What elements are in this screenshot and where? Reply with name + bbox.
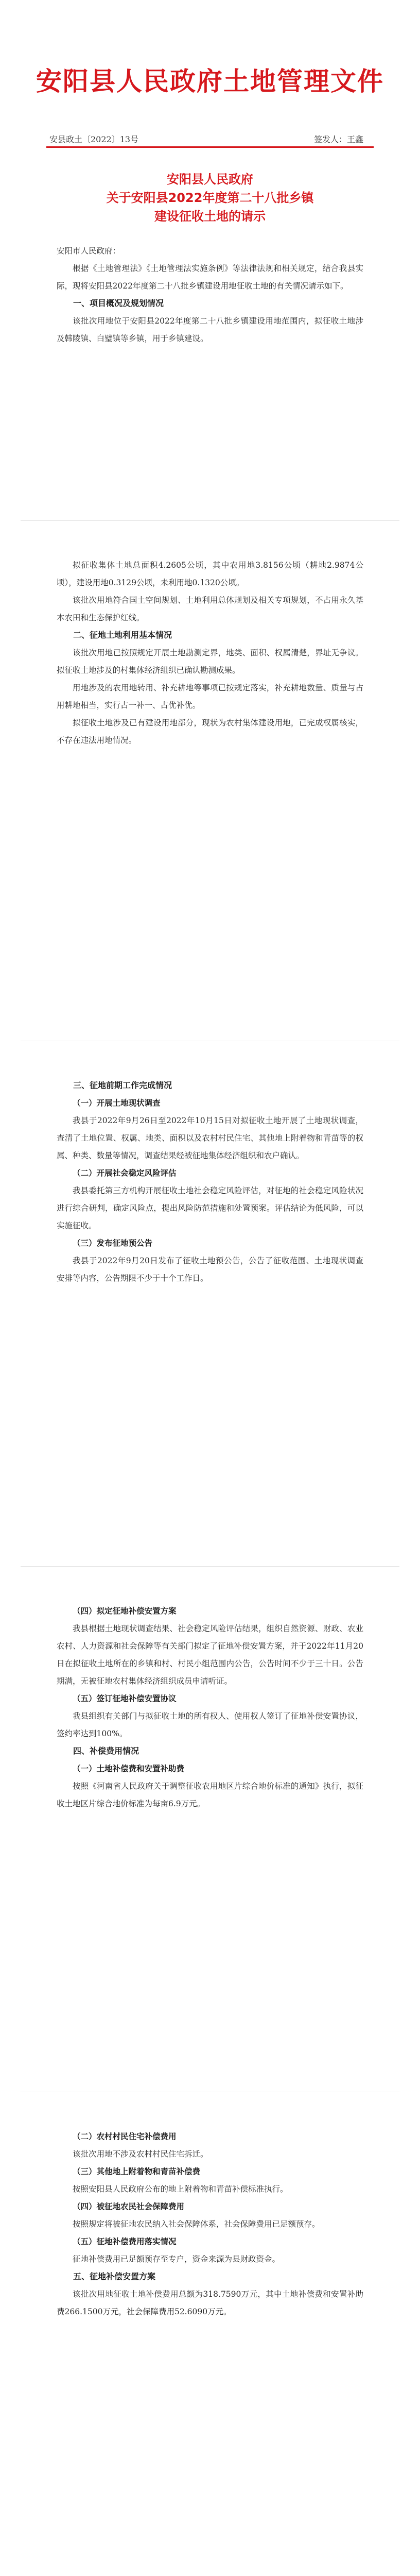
issuer: 签发人：王鑫 xyxy=(313,134,363,144)
org-title: 安阳县人民政府土地管理文件 xyxy=(36,66,384,96)
section-3 xyxy=(57,1077,363,1287)
section-4-paragraph: 按照安阳县人民政府公布的地上附着物和青苗补偿标准执行。 xyxy=(73,2184,288,2194)
section-1-heading: 一、项目概况及规划情况 xyxy=(73,298,164,308)
intro-section xyxy=(57,242,363,347)
title-line-2: 关于安阳县2022年度第二十八批乡镇 xyxy=(106,191,314,205)
section-2-heading: 二、征地土地利用基本情况 xyxy=(73,630,172,640)
section-5-heading: 五、征地补偿安置方案 xyxy=(73,2272,156,2281)
section-4-paragraph: 该批次用地不涉及农村村民住宅拆迁。 xyxy=(73,2149,208,2159)
section-3-paragraph: 我县于2022年9月20日发布了征收土地预公告，公告了征收范围、土地现状调查安排等内容，公告期限不少于十个工作日。 xyxy=(57,1256,363,1283)
section-3-paragraph: 我县委托第三方机构开展征收土地社会稳定风险评估，对征地的社会稳定风险状况进行综合研判，确定风险点，提出风险防范措施和处置预案。评估结论为低风险，可以实施征收。 xyxy=(57,1186,363,1230)
subsection-heading: （二）农村村民住宅补偿费用 xyxy=(73,2131,177,2141)
section-4-paragraph: 按照规定将被征地农民纳入社会保障体系，社会保障费用已足额预存。 xyxy=(73,2219,320,2229)
section-4-paragraph: 征地补偿费用已足额预存至专户，资金来源为县财政资金。 xyxy=(73,2255,281,2264)
section-3-heading: 三、征地前期工作完成情况 xyxy=(73,1080,172,1090)
title-line-3: 建设征收土地的请示 xyxy=(154,209,266,224)
document-number: 安县政土〔2022〕13号 xyxy=(49,134,139,144)
subsection-heading: （四）拟定征地补偿安置方案 xyxy=(73,1606,177,1616)
addressee: 安阳市人民政府： xyxy=(57,246,121,256)
section-1-cont xyxy=(57,556,363,749)
subsection-heading: （三）其他地上附着物和青苗补偿费 xyxy=(73,2166,201,2176)
section-3-cont xyxy=(57,1602,363,1812)
section-4-cont xyxy=(57,2128,363,2320)
section-3-paragraph: 我县组织有关部门与拟征收土地的所有权人、使用权人签订了征地补偿安置协议，签约率达到100%。 xyxy=(57,1711,363,1738)
subsection-heading: （一）土地补偿费和安置补助费 xyxy=(73,1764,185,1773)
title-line-1: 安阳县人民政府 xyxy=(167,172,253,187)
subsection-heading: （五）签订征地补偿安置协议 xyxy=(73,1693,177,1703)
subsection-heading: （三）发布征地预公告 xyxy=(73,1238,153,1248)
subsection-heading: （二）开展社会稳定风险评估 xyxy=(73,1168,177,1178)
section-4-heading: 四、补偿费用情况 xyxy=(73,1746,139,1756)
page-divider xyxy=(21,1566,399,1567)
section-2-paragraph: 用地涉及的农用地转用、补充耕地等事项已按规定落实，补充耕地数量、质量与占用耕地相当，实行占一补一、占优补优。 xyxy=(57,683,363,710)
section-1-paragraph: 该批次用地位于安阳县2022年度第二十八批乡镇建设用地范围内，拟征收土地涉及韩陵镇、白璧镇等乡镇，用于乡镇建设。 xyxy=(57,316,363,343)
section-1-paragraph: 拟征收集体土地总面积4.2605公顷，其中农用地3.8156公顷（耕地2.9874公顷），建设用地0.3129公顷，未利用地0.1320公顷。 xyxy=(57,561,363,587)
section-2-paragraph: 拟征收土地涉及已有建设用地部分，现状为农村集体建设用地，已完成权属核实，不存在违法用地情况。 xyxy=(57,718,363,745)
subsection-heading: （五）征地补偿费用落实情况 xyxy=(73,2236,177,2246)
section-5-paragraph: 该批次用地征收土地补偿费用总额为318.7590万元，其中土地补偿费和安置补助费266.1500万元，社会保障费用52.6090万元。 xyxy=(57,2290,363,2316)
intro-paragraph: 根据《土地管理法》《土地管理法实施条例》等法律法规和相关规定，结合我县实际，现将安阳县2022年度第二十八批乡镇建设用地征收土地的有关情况请示如下。 xyxy=(57,264,363,291)
header-divider xyxy=(46,146,374,148)
document-title xyxy=(0,170,420,226)
subsection-heading: （四）被征地农民社会保障费用 xyxy=(73,2201,185,2211)
section-1-paragraph: 该批次用地符合国土空间规划、土地利用总体规划及相关专项规划，不占用永久基本农田和生态保护红线。 xyxy=(57,596,363,622)
section-4-paragraph: 按照《河南省人民政府关于调整征收农用地区片综合地价标准的通知》执行，拟征收土地区片综合地价标准为每亩6.9万元。 xyxy=(57,1782,363,1808)
section-3-paragraph: 我县根据土地现状调查结果、社会稳定风险评估结果，组织自然资源、财政、农业农村、人力资源和社会保障等有关部门拟定了征地补偿安置方案，并于2022年11月20日在拟征收土地所在的乡镇和村、村民小组范围内公告，公告时间不少于三十日。公告期满，无被征地农村集体经济组织成员申请听证。 xyxy=(57,1624,363,1686)
subsection-heading: （一）开展土地现状调查 xyxy=(73,1098,161,1108)
section-3-paragraph: 我县于2022年9月26日至2022年10月15日对拟征收土地开展了土地现状调查，查清了土地位置、权属、地类、面积以及农村村民住宅、其他地上附着物和青苗等的权属、种类、数量等情况，调查结果经被征地集体经济组织和农户确认。 xyxy=(57,1116,363,1160)
page-divider xyxy=(21,520,399,521)
section-2-paragraph: 该批次用地已按照规定开展土地勘测定界，地类、面积、权属清楚，界址无争议。拟征收土地涉及的村集体经济组织已确认勘测成果。 xyxy=(57,648,363,675)
